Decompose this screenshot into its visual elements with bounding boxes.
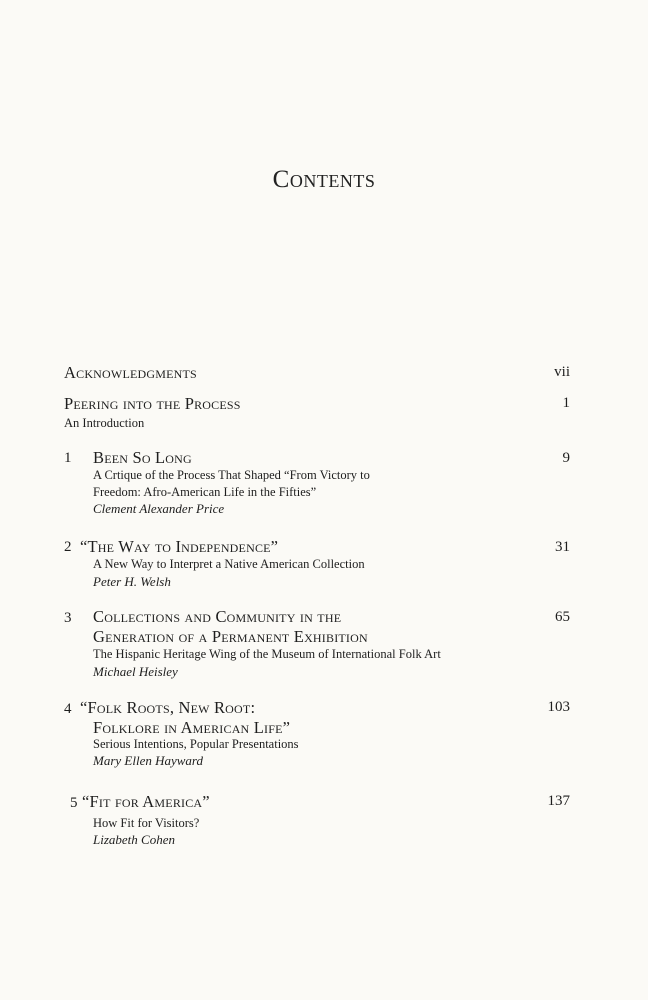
entry-title-line: Generation of a Permanent Exhibition [93, 627, 368, 646]
entry-page-number: 31 [555, 539, 570, 555]
entry-title [64, 363, 197, 383]
entry-author: Peter H. Welsh [93, 574, 171, 589]
entry-author: Lizabeth Cohen [93, 832, 175, 847]
entry-page-number: 103 [547, 699, 570, 715]
chapter-number: 4 [64, 701, 72, 717]
entry-title-continued [93, 718, 290, 738]
entry-title-line: “The Way to Independence” [80, 537, 279, 556]
entry-subtitle-line: How Fit for Visitors? [93, 816, 200, 830]
entry-subtitle-line: Freedom: Afro-American Life in the Fifties” [93, 485, 317, 499]
chapter-number: 2 [64, 539, 72, 555]
entry-subtitle [93, 815, 199, 832]
entry-author: Mary Ellen Hayward [93, 753, 203, 768]
entry-subtitle [93, 646, 441, 663]
entry-subtitle-line: Serious Intentions, Popular Presentations [93, 737, 299, 751]
entry-title [93, 607, 368, 647]
entry-subtitle-line: A Crtique of the Process That Shaped “From Victory to [93, 468, 370, 482]
entry-subtitle-line: A New Way to Interpret a Native American Collection [93, 557, 365, 571]
entry-subtitle-line: An Introduction [64, 416, 145, 430]
entry-title-line: “Folk Roots, New Root: [80, 698, 256, 717]
entry-title-line: Been So Long [93, 448, 192, 467]
entry-page-number: vii [554, 364, 570, 380]
page-title: Contents [272, 166, 376, 193]
entry-title-line: Acknowledgments [64, 363, 197, 382]
entry-title [93, 448, 192, 468]
entry-subtitle [93, 736, 299, 753]
entry-page-number: 65 [555, 609, 570, 625]
entry-title [80, 698, 255, 718]
entry-title [64, 394, 241, 414]
entry-title-line: Collections and Community in the [93, 607, 342, 626]
chapter-number: 5 [70, 795, 78, 811]
entry-author: Michael Heisley [93, 664, 178, 679]
entry-subtitle [93, 467, 370, 501]
entry-title-line: Peering into the Process [64, 394, 241, 413]
chapter-number: 1 [64, 450, 72, 466]
entry-title-line: Folklore in American Life” [93, 718, 291, 737]
entry-title [82, 792, 210, 812]
entry-page-number: 1 [562, 395, 570, 411]
entry-title [80, 537, 278, 557]
entry-subtitle [93, 556, 365, 573]
entry-title-line: “Fit for America” [82, 792, 210, 811]
entry-page-number: 137 [547, 793, 570, 809]
chapter-number: 3 [64, 610, 72, 626]
entry-subtitle-line: The Hispanic Heritage Wing of the Museum of International Folk Art [93, 647, 441, 661]
entry-page-number: 9 [562, 450, 570, 466]
entry-subtitle [64, 415, 144, 432]
entry-author: Clement Alexander Price [93, 501, 225, 516]
